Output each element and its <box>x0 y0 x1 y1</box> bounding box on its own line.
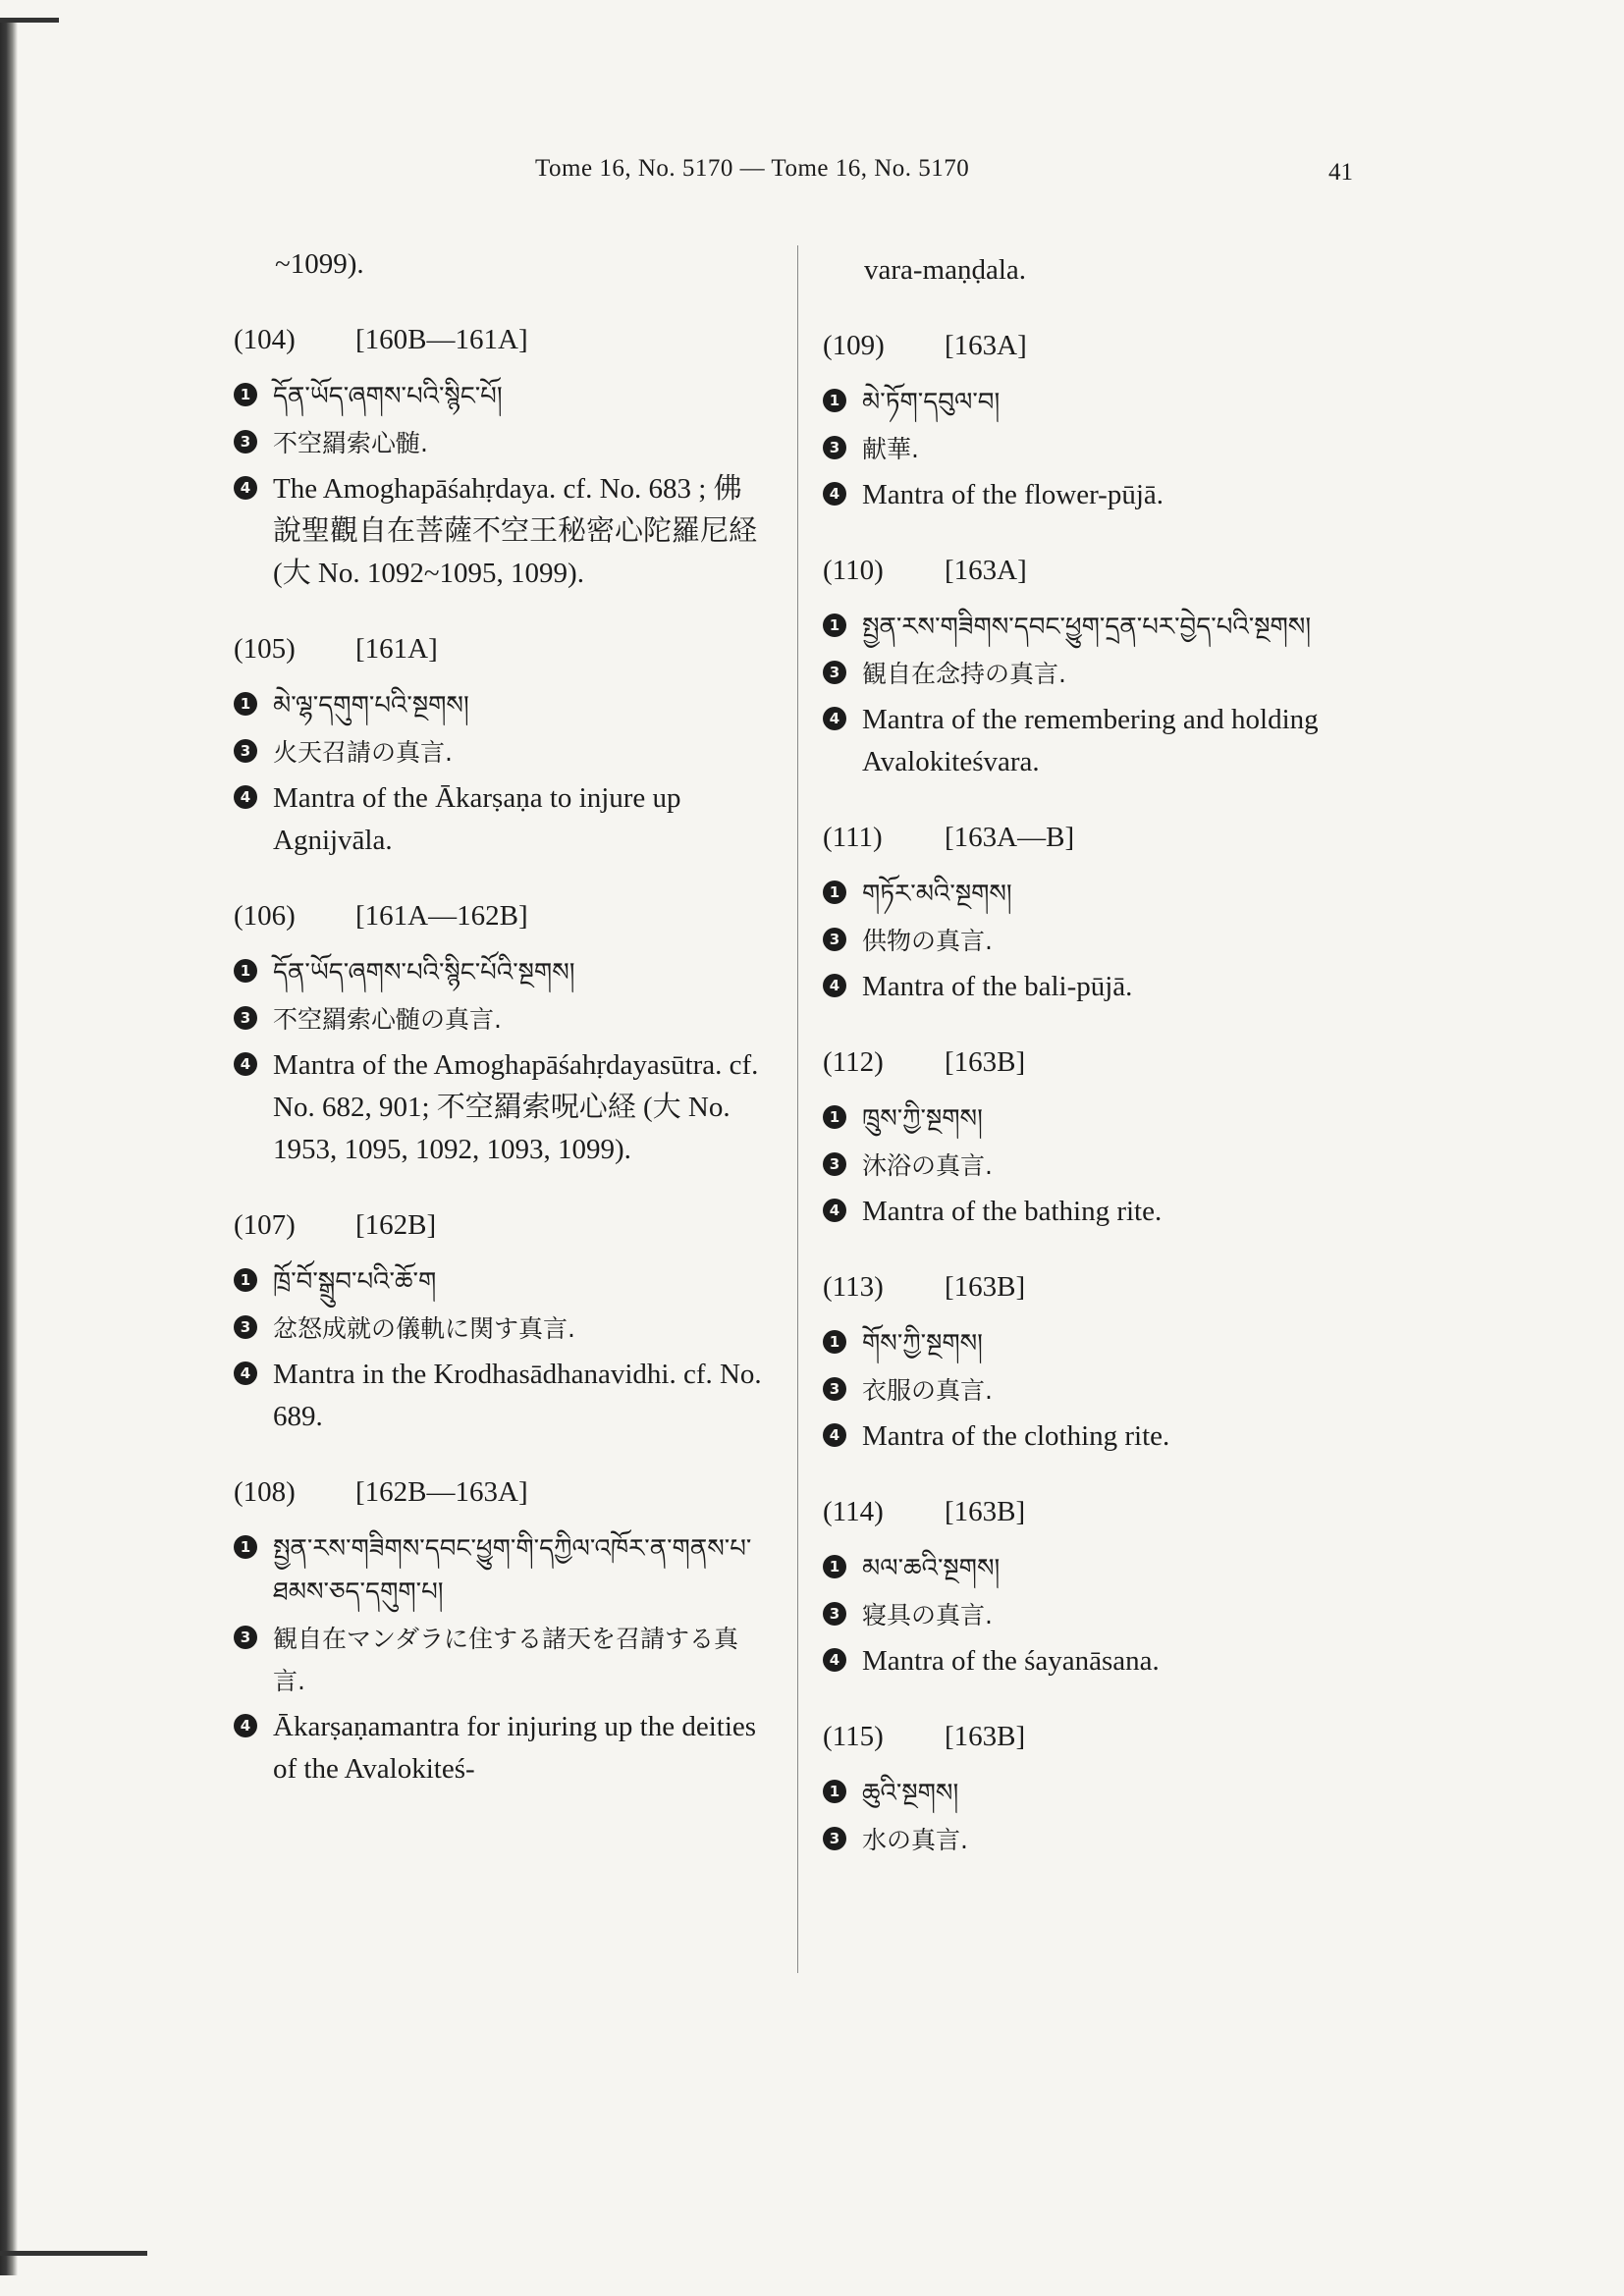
marker-english-icon: 4 <box>823 1648 846 1672</box>
japanese-title: 観自在マンダラに住する諸天を召請する真言. <box>273 1625 739 1695</box>
page-corner-mark-bottom <box>0 2251 147 2256</box>
catalog-entry <box>823 1716 1353 1861</box>
english-title: Mantra of the Ākarṣaṇa to injure up Agnijvāla. <box>273 782 681 856</box>
japanese-title-line <box>823 920 1353 962</box>
entry-page-ref: [162B—163A] <box>355 1476 528 1508</box>
marker-tibetan-icon: 1 <box>823 1555 846 1578</box>
marker-english-icon: 4 <box>823 974 846 997</box>
japanese-title: 寝具の真言. <box>862 1601 993 1629</box>
marker-tibetan-icon: 1 <box>823 1780 846 1803</box>
japanese-title-line <box>823 1819 1353 1861</box>
entry-page-ref: [163B] <box>945 1496 1026 1527</box>
entry-heading <box>823 325 1353 367</box>
marker-english-icon: 4 <box>823 482 846 506</box>
entry-page-ref: [163B] <box>945 1721 1026 1752</box>
entry-number: (106) <box>234 900 296 932</box>
japanese-title: 不空羂索心髄. <box>273 429 428 457</box>
japanese-title: 沐浴の真言. <box>862 1151 993 1180</box>
tibetan-title-line <box>823 1547 1353 1590</box>
catalog-entry <box>823 1266 1353 1458</box>
japanese-title-line <box>234 998 764 1041</box>
marker-tibetan-icon: 1 <box>823 1105 846 1129</box>
tibetan-title: དོན་ཡོད་ཞགས་པའི་སྙིང་པོ། <box>273 382 503 411</box>
left-column <box>234 243 764 1794</box>
catalog-entry <box>823 325 1353 516</box>
catalog-entry <box>823 1041 1353 1233</box>
marker-english-icon: 4 <box>234 1052 257 1076</box>
marker-english-icon: 4 <box>234 1362 257 1385</box>
catalog-entry <box>823 550 1353 783</box>
entry-heading <box>234 319 764 361</box>
tibetan-title-line <box>234 684 764 727</box>
continuation-text: ~1099). <box>275 248 364 280</box>
entry-number: (110) <box>823 555 884 586</box>
japanese-title-line <box>234 1308 764 1350</box>
running-header: Tome 16, No. 5170 — Tome 16, No. 5170 <box>535 155 970 182</box>
entry-page-ref: [163B] <box>945 1046 1026 1078</box>
entry-number: (104) <box>234 324 296 355</box>
left-entries <box>234 319 764 1790</box>
entry-heading <box>234 1471 764 1514</box>
english-title-line <box>823 474 1353 516</box>
japanese-title-line <box>823 1369 1353 1412</box>
japanese-title-line <box>234 422 764 464</box>
catalog-entry <box>234 1471 764 1790</box>
marker-japanese-icon: 3 <box>823 1377 846 1401</box>
tibetan-title: སྤྱན་རས་གཟིགས་དབང་ཕྱུག་དྲན་པར་བྱེད་པའི་སྔགས། <box>862 613 1312 642</box>
marker-japanese-icon: 3 <box>823 661 846 684</box>
tibetan-title-line <box>823 1097 1353 1141</box>
entry-page-ref: [163A] <box>945 555 1027 586</box>
english-title-line <box>823 966 1353 1008</box>
japanese-title: 水の真言. <box>862 1826 968 1854</box>
tibetan-title-line <box>823 1772 1353 1815</box>
entry-heading <box>823 1716 1353 1758</box>
entry-heading <box>234 1204 764 1247</box>
japanese-title-line <box>823 653 1353 695</box>
japanese-title: 忿怒成就の儀軌に関す真言. <box>273 1314 575 1343</box>
tibetan-title: མེ་ཏོག་དབུལ་བ། <box>862 388 1001 417</box>
marker-japanese-icon: 3 <box>823 1152 846 1176</box>
english-title-line <box>234 1354 764 1438</box>
japanese-title: 不空羂索心髄の真言. <box>273 1005 502 1034</box>
entry-heading <box>823 1266 1353 1308</box>
english-title-line <box>823 1640 1353 1682</box>
english-title-line <box>823 699 1353 783</box>
japanese-title: 観自在念持の真言. <box>862 660 1066 688</box>
english-title-line <box>234 777 764 862</box>
tibetan-title-line <box>823 606 1353 649</box>
marker-japanese-icon: 3 <box>823 928 846 951</box>
right-entries <box>823 325 1353 1861</box>
entry-heading <box>823 550 1353 592</box>
entry-page-ref: [163B] <box>945 1271 1026 1303</box>
japanese-title: 供物の真言. <box>862 927 993 955</box>
entry-page-ref: [160B—161A] <box>355 324 528 355</box>
catalog-entry <box>234 1204 764 1438</box>
entry-page-ref: [161A] <box>355 633 438 665</box>
english-title-line <box>823 1415 1353 1458</box>
entry-heading <box>823 1041 1353 1084</box>
japanese-title-line <box>823 1594 1353 1636</box>
english-title-line <box>234 468 764 595</box>
english-title-line <box>234 1044 764 1171</box>
marker-tibetan-icon: 1 <box>234 692 257 716</box>
japanese-title: 火天召請の真言. <box>273 738 453 767</box>
english-title-line <box>823 1191 1353 1233</box>
tibetan-title: ཁྲུས་ཀྱི་སྔགས། <box>862 1104 983 1134</box>
tibetan-title-line <box>823 381 1353 424</box>
marker-english-icon: 4 <box>234 476 257 500</box>
continuation-text: vara-maṇḍala. <box>864 254 1027 286</box>
catalog-entry <box>234 319 764 595</box>
english-title: Mantra of the clothing rite. <box>862 1420 1170 1452</box>
catalog-entry <box>823 817 1353 1008</box>
marker-japanese-icon: 3 <box>234 1315 257 1339</box>
english-title: Mantra of the remembering and holding Avalokiteśvara. <box>862 704 1319 777</box>
entry-page-ref: [163A] <box>945 330 1027 361</box>
tibetan-title: ཆུའི་སྔགས། <box>862 1779 959 1808</box>
marker-english-icon: 4 <box>234 785 257 809</box>
entry-page-ref: [163A—B] <box>945 822 1075 853</box>
entry-number: (105) <box>234 633 296 665</box>
japanese-title-line <box>234 1618 764 1702</box>
tibetan-title-line <box>234 375 764 418</box>
tibetan-title: ཁྲོ་བོ་སྒྲུབ་པའི་ཆོ་ག <box>273 1267 437 1297</box>
column-divider <box>797 245 798 1973</box>
tibetan-title: གཏོར་མའི་སྔགས། <box>862 880 1012 909</box>
tibetan-title: དོན་ཡོད་ཞགས་པའི་སྙིང་པོའི་སྔགས། <box>273 958 575 988</box>
japanese-title: 衣服の真言. <box>862 1376 993 1405</box>
tibetan-title-line <box>234 1527 764 1614</box>
page-corner-mark-top <box>0 18 59 23</box>
japanese-title-line <box>234 731 764 774</box>
english-title: Mantra of the Amoghapāśahṛdayasūtra. cf. No. 682, 901; 不空羂索呪心経 (大 No. 1953, 1095, 1092, 1093, 1099). <box>273 1049 759 1165</box>
marker-japanese-icon: 3 <box>823 1827 846 1850</box>
tibetan-title-line <box>823 1322 1353 1365</box>
catalog-entry <box>234 628 764 862</box>
tibetan-title: མལ་ཆའི་སྔགས། <box>862 1554 1001 1583</box>
entry-number: (108) <box>234 1476 296 1508</box>
english-title: Mantra of the bali-pūjā. <box>862 971 1133 1002</box>
marker-japanese-icon: 3 <box>823 1602 846 1626</box>
entry-heading <box>234 628 764 670</box>
english-title: Mantra of the flower-pūjā. <box>862 479 1164 510</box>
entry-number: (115) <box>823 1721 884 1752</box>
english-title: Ākarṣaṇamantra for injuring up the deities of the Avalokiteś- <box>273 1711 757 1785</box>
entry-number: (114) <box>823 1496 884 1527</box>
marker-tibetan-icon: 1 <box>234 959 257 983</box>
marker-japanese-icon: 3 <box>234 739 257 763</box>
entry-number: (112) <box>823 1046 884 1078</box>
english-title: Mantra of the bathing rite. <box>862 1196 1163 1227</box>
marker-japanese-icon: 3 <box>823 436 846 459</box>
entry-page-ref: [162B] <box>355 1209 437 1241</box>
marker-tibetan-icon: 1 <box>234 1535 257 1559</box>
tibetan-title: སྤྱན་རས་གཟིགས་དབང་ཕྱུག་གི་དཀྱིལ་འཁོར་ན་གནས་པ་ཐམས་ཅད་དགུག་པ། <box>273 1534 752 1607</box>
entry-number: (107) <box>234 1209 296 1241</box>
english-title: Mantra in the Krodhasādhanavidhi. cf. No. 689. <box>273 1359 762 1432</box>
marker-english-icon: 4 <box>823 1199 846 1222</box>
tibetan-title: གོས་ཀྱི་སྔགས། <box>862 1329 983 1359</box>
right-column <box>823 249 1353 1865</box>
tibetan-title: མེ་ལྷ་དགུག་པའི་སྔགས། <box>273 691 469 721</box>
entry-number: (113) <box>823 1271 884 1303</box>
marker-japanese-icon: 3 <box>234 1626 257 1649</box>
japanese-title-line <box>823 428 1353 470</box>
catalog-entry <box>234 895 764 1171</box>
marker-japanese-icon: 3 <box>234 430 257 454</box>
entry-heading <box>234 895 764 937</box>
page-number: 41 <box>1328 159 1353 186</box>
japanese-title-line <box>823 1145 1353 1187</box>
entry-page-ref: [161A—162B] <box>355 900 528 932</box>
entry-number: (111) <box>823 822 883 853</box>
marker-tibetan-icon: 1 <box>234 383 257 406</box>
marker-japanese-icon: 3 <box>234 1006 257 1030</box>
marker-english-icon: 4 <box>823 1423 846 1447</box>
marker-tibetan-icon: 1 <box>823 389 846 412</box>
marker-tibetan-icon: 1 <box>823 614 846 637</box>
entry-number: (109) <box>823 330 885 361</box>
entry-heading <box>823 817 1353 859</box>
japanese-title: 献華. <box>862 435 919 463</box>
catalog-entry <box>823 1491 1353 1682</box>
marker-tibetan-icon: 1 <box>823 881 846 904</box>
marker-tibetan-icon: 1 <box>234 1268 257 1292</box>
entry-heading <box>823 1491 1353 1533</box>
scanned-page-edge <box>0 18 18 2275</box>
english-title: The Amoghapāśahṛdaya. cf. No. 683 ; 佛說聖觀自在菩薩不空王秘密心陀羅尼経 (大 No. 1092~1095, 1099). <box>273 473 758 589</box>
tibetan-title-line <box>234 951 764 994</box>
english-title: Mantra of the śayanāsana. <box>862 1645 1160 1677</box>
english-title-line <box>234 1706 764 1790</box>
tibetan-title-line <box>823 873 1353 916</box>
marker-english-icon: 4 <box>823 707 846 730</box>
marker-english-icon: 4 <box>234 1714 257 1737</box>
marker-tibetan-icon: 1 <box>823 1330 846 1354</box>
tibetan-title-line <box>234 1260 764 1304</box>
